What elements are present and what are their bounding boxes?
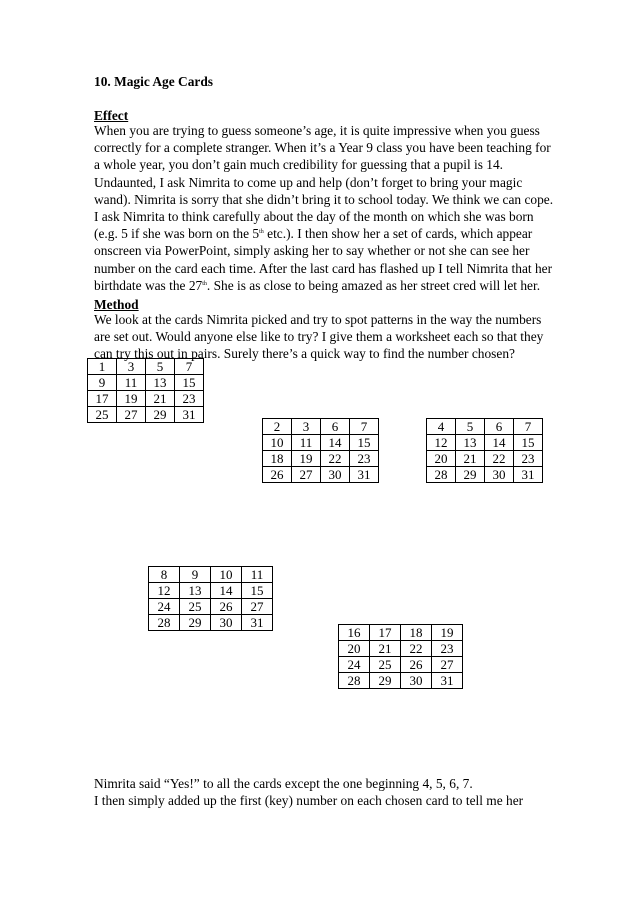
card-number: 30 <box>321 467 350 483</box>
method-heading: Method <box>94 297 139 312</box>
card-number: 2 <box>263 419 292 435</box>
document-title: 10. Magic Age Cards <box>94 74 214 89</box>
card-row <box>149 567 273 583</box>
card-number: 11 <box>242 567 273 583</box>
card-row <box>88 375 204 391</box>
card-number: 12 <box>149 583 180 599</box>
card-number: 17 <box>370 625 401 641</box>
effect-paragraph <box>94 122 553 294</box>
card-number: 28 <box>339 673 370 689</box>
closing-line: Nimrita said “Yes!” to all the cards except the one beginning 4, 5, 6, 7. <box>94 776 473 791</box>
card-number: 23 <box>432 641 463 657</box>
card-row <box>427 419 543 435</box>
card-row <box>339 625 463 641</box>
card-number: 3 <box>117 359 146 375</box>
card-number: 20 <box>427 451 456 467</box>
card-row <box>149 615 273 631</box>
card-row <box>263 451 379 467</box>
card-number: 15 <box>514 435 543 451</box>
card-number: 15 <box>242 583 273 599</box>
effect-line: correctly for a complete stranger. When it’s a Year 9 class you have been teaching for <box>94 140 551 156</box>
card-number: 24 <box>149 599 180 615</box>
closing-paragraph <box>94 775 523 809</box>
card-number: 28 <box>149 615 180 631</box>
card-number: 19 <box>292 451 321 467</box>
card-number: 23 <box>175 391 204 407</box>
card-number: 7 <box>514 419 543 435</box>
card-number: 14 <box>211 583 242 599</box>
card-number: 23 <box>350 451 379 467</box>
magic-card-2 <box>262 418 379 483</box>
card-row <box>149 599 273 615</box>
magic-card-4 <box>148 566 273 631</box>
card-number: 26 <box>401 657 432 673</box>
card-number: 20 <box>339 641 370 657</box>
card-number: 22 <box>401 641 432 657</box>
card-number: 31 <box>514 467 543 483</box>
card-row <box>88 407 204 423</box>
card-number: 31 <box>175 407 204 423</box>
card-number: 12 <box>427 435 456 451</box>
card-number: 30 <box>211 615 242 631</box>
card-number: 7 <box>350 419 379 435</box>
card-number: 10 <box>263 435 292 451</box>
method-line: We look at the cards Nimrita picked and try to spot patterns in the way the numbers <box>94 312 542 327</box>
card-number: 13 <box>146 375 175 391</box>
card-number: 3 <box>292 419 321 435</box>
card-row <box>339 673 463 689</box>
card-number: 6 <box>321 419 350 435</box>
card-number: 6 <box>485 419 514 435</box>
card-number: 19 <box>432 625 463 641</box>
card-number: 27 <box>117 407 146 423</box>
card-number: 31 <box>242 615 273 631</box>
card-number: 9 <box>88 375 117 391</box>
card-number: 16 <box>339 625 370 641</box>
card-row <box>339 641 463 657</box>
card-number: 25 <box>370 657 401 673</box>
effect-line: I ask Nimrita to think carefully about the day of the month on which she was born <box>94 209 534 225</box>
card-number: 27 <box>432 657 463 673</box>
card-number: 9 <box>180 567 211 583</box>
card-number: 29 <box>456 467 485 483</box>
card-row <box>263 419 379 435</box>
card-number: 4 <box>427 419 456 435</box>
card-number: 7 <box>175 359 204 375</box>
card-number: 13 <box>180 583 211 599</box>
card-row <box>427 451 543 467</box>
card-number: 26 <box>263 467 292 483</box>
card-row <box>427 467 543 483</box>
closing-line: I then simply added up the first (key) number on each chosen card to tell me her <box>94 793 524 809</box>
card-number: 25 <box>180 599 211 615</box>
effect-line: wand). Nimrita is sorry that she didn’t bring it to school today. We think we can cope. <box>94 191 554 207</box>
card-number: 1 <box>88 359 117 375</box>
card-number: 22 <box>321 451 350 467</box>
card-row <box>339 657 463 673</box>
card-row <box>263 467 379 483</box>
card-number: 24 <box>339 657 370 673</box>
effect-line: birthdate was the 27th. She is as close to being amazed as her street cred will let her. <box>94 277 541 293</box>
card-number: 23 <box>514 451 543 467</box>
card-number: 30 <box>401 673 432 689</box>
card-number: 8 <box>149 567 180 583</box>
method-line: are set out. Would anyone else like to try? I give them a worksheet each so that they <box>94 329 544 345</box>
card-number: 21 <box>456 451 485 467</box>
card-number: 25 <box>88 407 117 423</box>
card-number: 31 <box>350 467 379 483</box>
card-number: 26 <box>211 599 242 615</box>
card-number: 10 <box>211 567 242 583</box>
method-paragraph <box>94 311 543 363</box>
card-number: 19 <box>117 391 146 407</box>
card-number: 18 <box>263 451 292 467</box>
card-number: 28 <box>427 467 456 483</box>
card-number: 11 <box>117 375 146 391</box>
card-number: 17 <box>88 391 117 407</box>
magic-card-1 <box>87 358 204 423</box>
card-number: 15 <box>175 375 204 391</box>
card-row <box>88 391 204 407</box>
card-number: 5 <box>146 359 175 375</box>
card-number: 21 <box>146 391 175 407</box>
card-number: 14 <box>321 435 350 451</box>
effect-line: Undaunted, I ask Nimrita to come up and help (don’t forget to bring your magic <box>94 174 523 190</box>
card-row <box>149 583 273 599</box>
effect-line: onscreen via PowerPoint, simply asking her to say whether or not she can see her <box>94 243 530 259</box>
card-number: 21 <box>370 641 401 657</box>
card-number: 13 <box>456 435 485 451</box>
effect-line: When you are trying to guess someone’s age, it is quite impressive when you guess <box>94 123 540 138</box>
effect-line: a whole year, you don’t gain much credibility for guessing that a pupil is 14. <box>94 157 504 173</box>
card-number: 14 <box>485 435 514 451</box>
method-line: can try this out in pairs. Surely there’s a quick way to find the number chosen? <box>94 346 515 362</box>
card-number: 29 <box>146 407 175 423</box>
magic-card-3 <box>426 418 543 483</box>
card-number: 29 <box>370 673 401 689</box>
card-number: 11 <box>292 435 321 451</box>
magic-card-5 <box>338 624 463 689</box>
card-number: 5 <box>456 419 485 435</box>
card-row <box>263 435 379 451</box>
card-number: 31 <box>432 673 463 689</box>
card-number: 18 <box>401 625 432 641</box>
effect-line: (e.g. 5 if she was born on the 5th etc.). I then show her a set of cards, which appear <box>94 226 533 242</box>
card-number: 15 <box>350 435 379 451</box>
card-number: 27 <box>242 599 273 615</box>
card-row <box>427 435 543 451</box>
effect-line: number on the card each time. After the last card has flashed up I tell Nimrita that her <box>94 260 553 276</box>
card-row <box>88 359 204 375</box>
effect-heading: Effect <box>94 108 129 123</box>
card-number: 22 <box>485 451 514 467</box>
card-number: 30 <box>485 467 514 483</box>
card-number: 29 <box>180 615 211 631</box>
card-number: 27 <box>292 467 321 483</box>
